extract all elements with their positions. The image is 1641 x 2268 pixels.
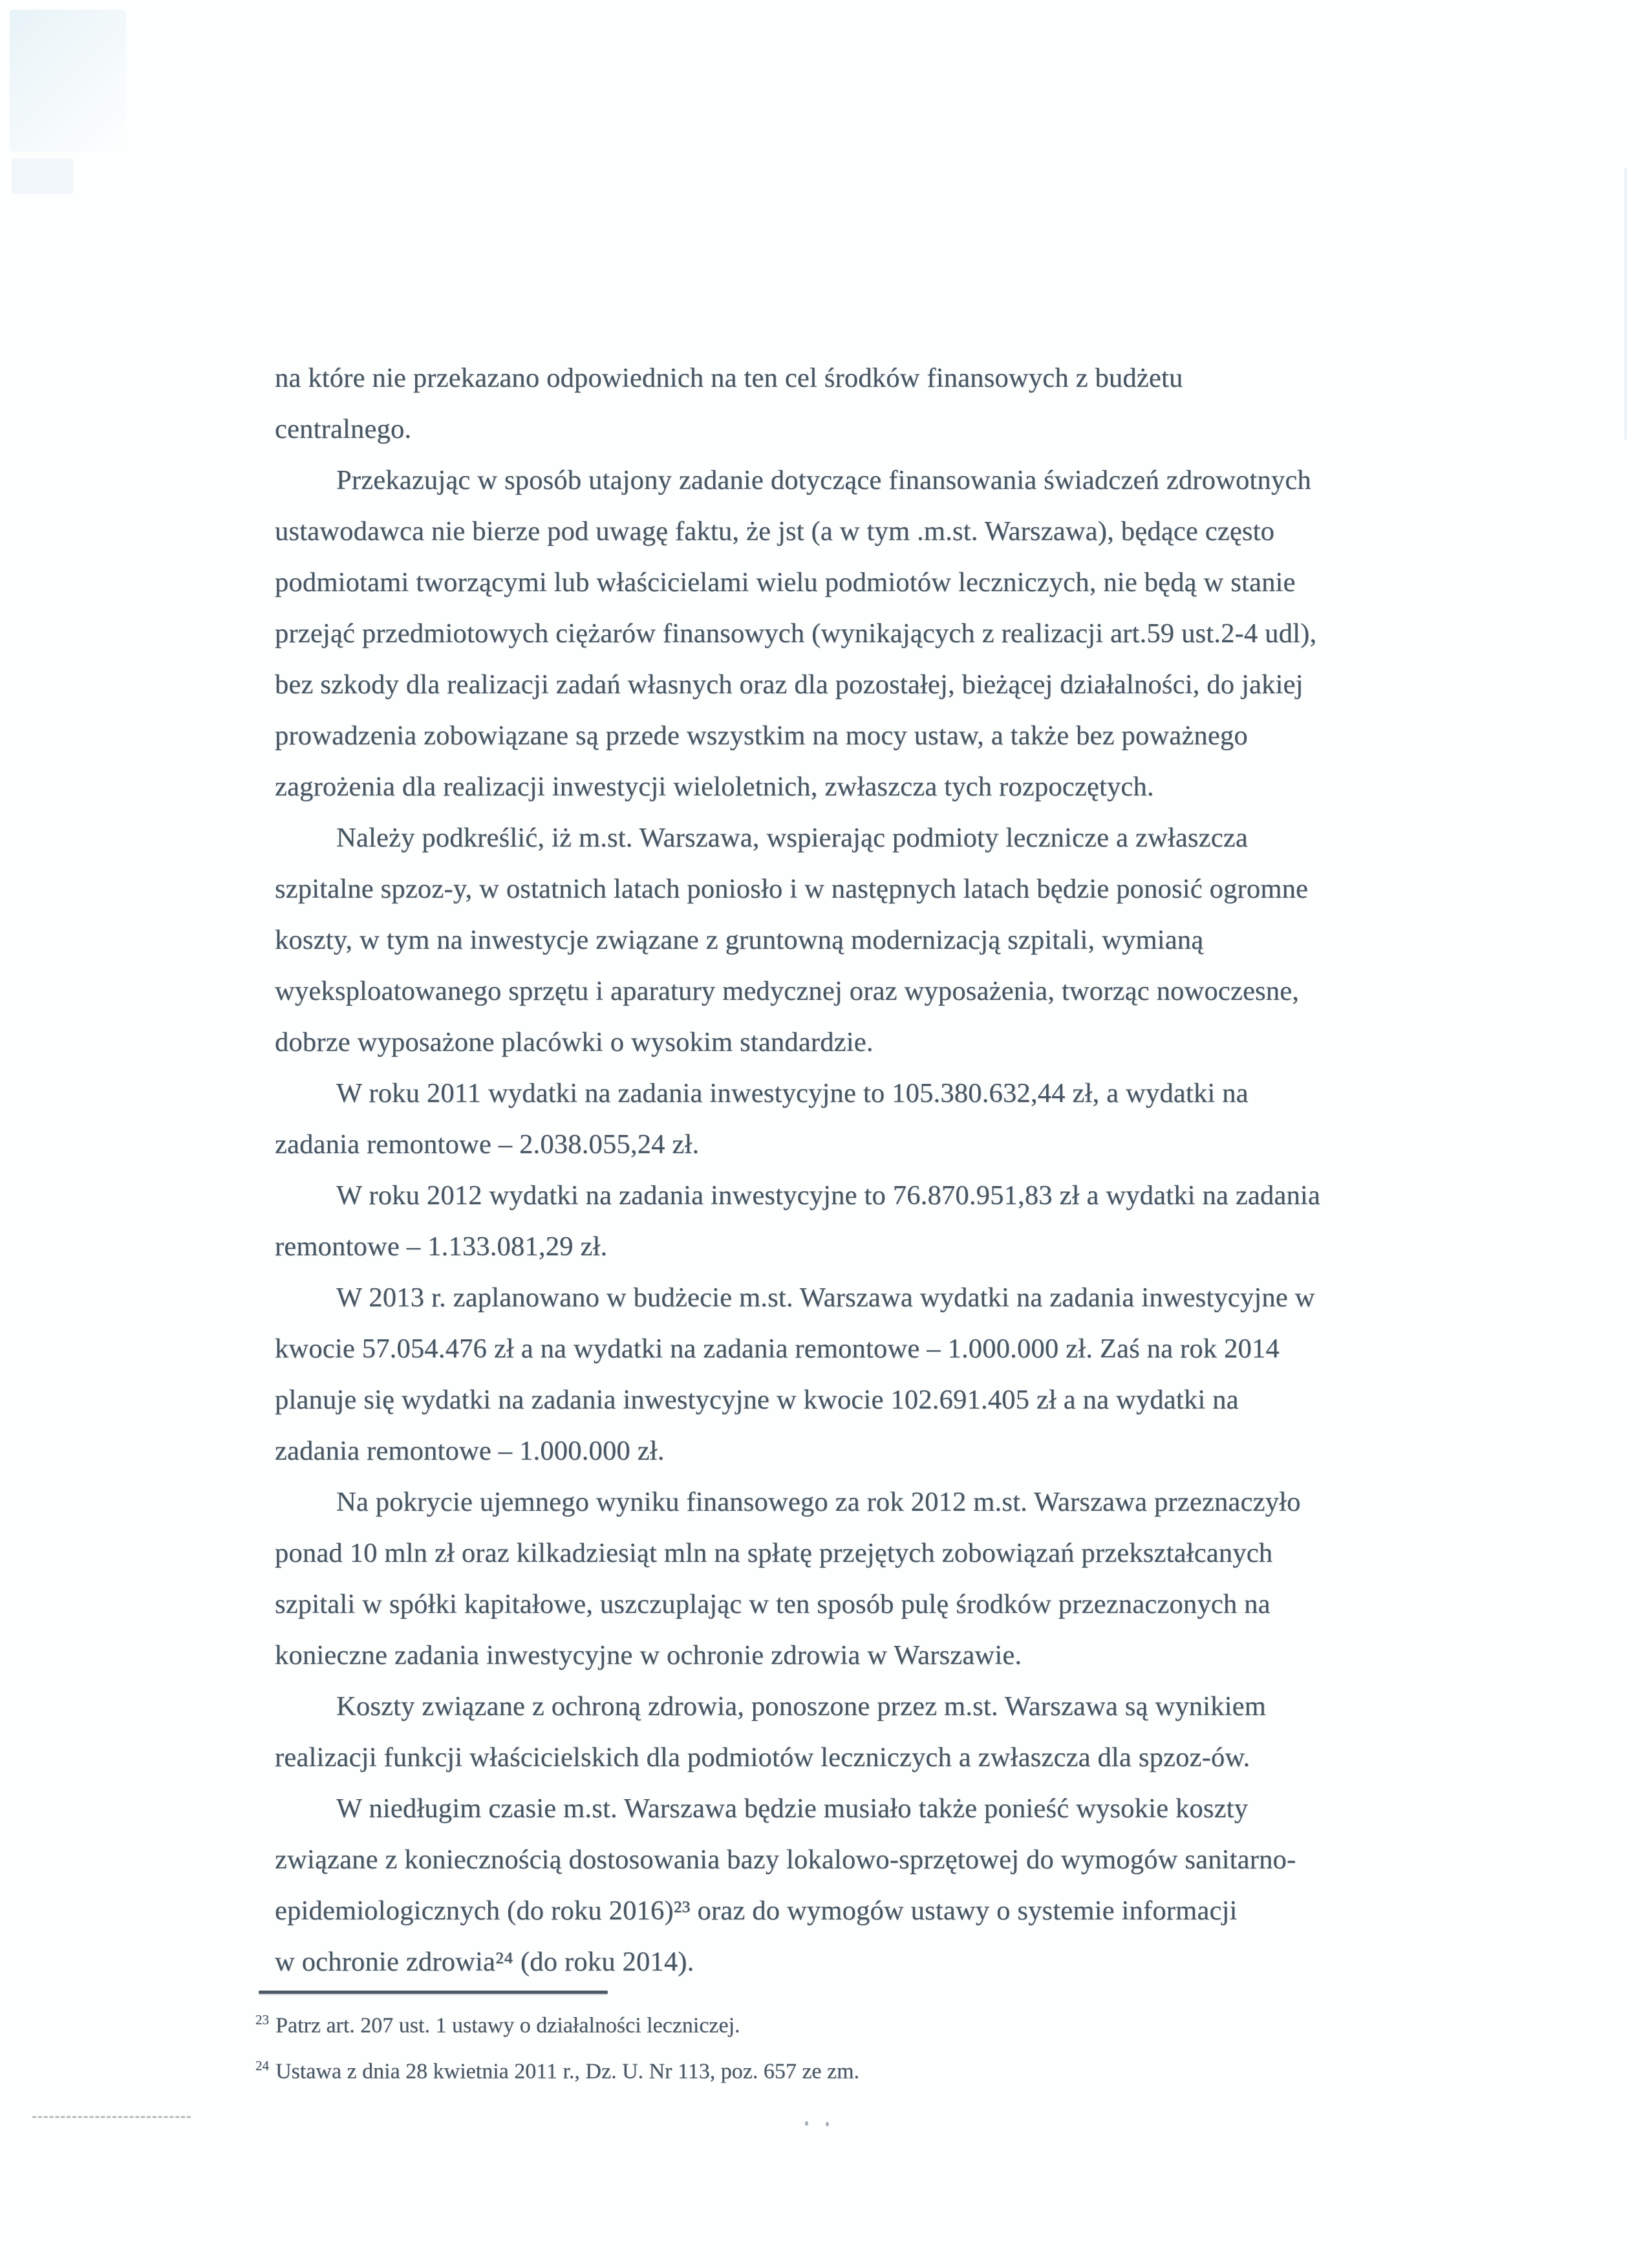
- text-line: remontowe – 1.133.081,29 zł.: [275, 1231, 608, 1262]
- text-line: wyeksploatowanego sprzętu i aparatury medycznej oraz wyposażenia, tworząc nowoczesne,: [275, 976, 1300, 1006]
- text-line: Koszty związane z ochroną zdrowia, ponoszone przez m.st. Warszawa są wynikiem: [336, 1691, 1266, 1722]
- text-line: kwocie 57.054.476 zł a na wydatki na zadania remontowe – 1.000.000 zł. Zaś na rok 2014: [275, 1334, 1280, 1364]
- footnote-23-text: Patrz art. 207 ust. 1 ustawy o działalności leczniczej.: [275, 2013, 740, 2038]
- footnote-23-marker: 23: [255, 2012, 270, 2027]
- text-line: dobrze wyposażone placówki o wysokim standardzie.: [275, 1027, 874, 1057]
- text-line: na które nie przekazano odpowiednich na ten cel środków finansowych z budżetu: [275, 363, 1183, 393]
- text-line: Należy podkreślić, iż m.st. Warszawa, wspierając podmioty lecznicze a zwłaszcza: [336, 823, 1248, 853]
- scan-smudge-top-left: [10, 10, 126, 152]
- footnote-24: [255, 2046, 1193, 2091]
- text-line: W roku 2012 wydatki na zadania inwestycyjne to 76.870.951,83 zł a wydatki na zadania: [336, 1180, 1320, 1211]
- scan-dot-mark-2: [826, 2122, 829, 2126]
- text-line: W niedługim czasie m.st. Warszawa będzie musiało także ponieść wysokie koszty: [336, 1793, 1249, 1824]
- text-line: szpitali w spółki kapitałowe, uszczuplając w ten sposób pulę środków przeznaczonych na: [275, 1589, 1271, 1619]
- text-line: realizacji funkcji właścicielskich dla podmiotów leczniczych a zwłaszcza dla spzoz-ów.: [275, 1742, 1250, 1773]
- text-line: szpitalne spzoz-y, w ostatnich latach poniosło i w następnych latach będzie ponosić ogromne: [275, 874, 1309, 904]
- footnotes-block: [255, 2000, 1193, 2092]
- text-line: ponad 10 mln zł oraz kilkadziesiąt mln na spłatę przejętych zobowiązań przekształcanych: [275, 1538, 1273, 1568]
- text-line: przejąć przedmiotowych ciężarów finansowych (wynikających z realizacji art.59 ust.2-4 udl),: [275, 618, 1317, 649]
- scan-dot-mark-1: [805, 2121, 808, 2126]
- text-line: Przekazując w sposób utajony zadanie dotyczące finansowania świadczeń zdrowotnych: [336, 465, 1311, 495]
- text-line: Na pokrycie ujemnego wyniku finansowego za rok 2012 m.st. Warszawa przeznaczyło: [336, 1487, 1301, 1517]
- text-line: planuje się wydatki na zadania inwestycyjne w kwocie 102.691.405 zł a na wydatki na: [275, 1385, 1239, 1415]
- footnote-24-text: Ustawa z dnia 28 kwietnia 2011 r., Dz. U. Nr 113, poz. 657 ze zm.: [275, 2059, 860, 2084]
- text-line: centralnego.: [275, 414, 412, 444]
- text-line: W 2013 r. zaplanowano w budżecie m.st. Warszawa wydatki na zadania inwestycyjne w: [336, 1282, 1315, 1313]
- text-line: koszty, w tym na inwestycje związane z gruntowną modernizacją szpitali, wymianą: [275, 925, 1204, 955]
- scan-streak-right-edge: [1624, 168, 1627, 440]
- text-line: prowadzenia zobowiązane są przede wszystkim na mocy ustaw, a także bez poważnego: [275, 720, 1248, 751]
- scan-smudge-top-left-secondary: [12, 158, 73, 194]
- text-line: w ochronie zdrowia²⁴ (do roku 2014).: [275, 1947, 694, 1977]
- text-line: zagrożenia dla realizacji inwestycji wieloletnich, zwłaszcza tych rozpoczętych.: [275, 772, 1154, 802]
- text-line: zadania remontowe – 2.038.055,24 zł.: [275, 1129, 700, 1160]
- scan-dashed-mark-bottom-left: [32, 2116, 191, 2118]
- text-line: epidemiologicznych (do roku 2016)²³ oraz do wymogów ustawy o systemie informacji: [275, 1895, 1238, 1926]
- footnote-23: [255, 2000, 1193, 2046]
- footnote-24-marker: 24: [255, 2058, 270, 2074]
- text-line: zadania remontowe – 1.000.000 zł.: [275, 1436, 665, 1466]
- text-line: związane z koniecznością dostosowania bazy lokalowo-sprzętowej do wymogów sanitarno-: [275, 1844, 1296, 1875]
- text-line: konieczne zadania inwestycyjne w ochronie zdrowia w Warszawie.: [275, 1640, 1022, 1670]
- text-line: W roku 2011 wydatki na zadania inwestycyjne to 105.380.632,44 zł, a wydatki na: [336, 1078, 1249, 1108]
- text-line: ustawodawca nie bierze pod uwagę faktu, że jst (a w tym .m.st. Warszawa), będące często: [275, 516, 1275, 546]
- document-body: [275, 352, 1355, 1987]
- footnote-separator-rule: [259, 1991, 608, 1994]
- text-line: podmiotami tworzącymi lub właścicielami wielu podmiotów leczniczych, nie będą w stanie: [275, 567, 1296, 598]
- text-line: bez szkody dla realizacji zadań własnych oraz dla pozostałej, bieżącej działalności, do jakiej: [275, 669, 1303, 700]
